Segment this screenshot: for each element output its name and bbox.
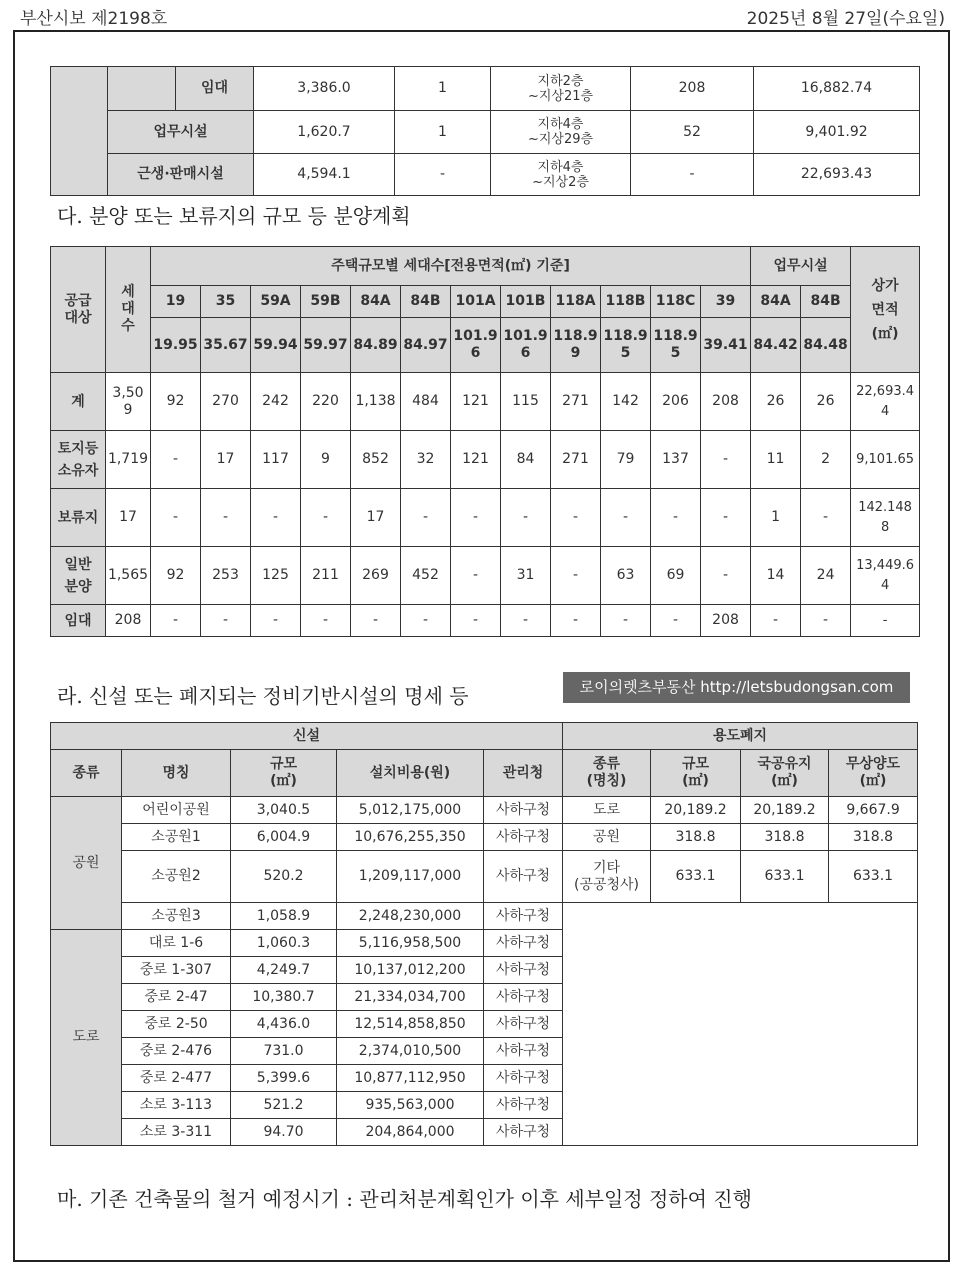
scale-cell: 4,436.0 [231,1011,337,1038]
shop-area-cell: - [851,605,920,637]
value-cell: 84 [501,431,551,489]
state-land-header: 국공유지 (㎡) [741,750,829,797]
value-cell: - [501,489,551,547]
unit-type-header: 101A [451,286,501,318]
value-cell: 1,138 [351,373,401,431]
value-cell: 270 [201,373,251,431]
state-land-cell: 318.8 [741,824,829,851]
facility-summary-table [50,66,920,196]
value-cell: 452 [401,547,451,605]
cost-cell: 10,137,012,200 [337,957,484,984]
table-row [51,750,918,797]
facility-name-cell: 소공원2 [122,851,231,903]
value-cell: 211 [301,547,351,605]
manager-cell: 사하구청 [484,1092,563,1119]
facility-name-cell: 소공원1 [122,824,231,851]
manager-cell: 사하구청 [484,1011,563,1038]
table-row [51,723,918,750]
table-row [51,286,920,318]
manager-header: 관리청 [484,750,563,797]
households-cell: 3,50 9 [106,373,151,431]
unit-area-header: 118.9 9 [551,318,601,373]
abolish-scale-header: 규모 (㎡) [651,750,741,797]
value-cell: 852 [351,431,401,489]
scale-cell: 731.0 [231,1038,337,1065]
households-header: 세 대 수 [106,247,151,373]
value-cell: 220 [301,373,351,431]
scale-header: 규모 (㎡) [231,750,337,797]
households-cell: 208 [106,605,151,637]
table-row [51,318,920,373]
households-cell: 17 [106,489,151,547]
area-cell: 1,620.7 [254,111,395,154]
watermark-banner: 로이의렛츠부동산 http://letsbudongsan.com [563,672,910,703]
infrastructure-table [50,722,918,1146]
value-cell: - [801,489,851,547]
value-cell: 125 [251,547,301,605]
abolish-type-cell: 도로 [563,797,651,824]
value-cell: - [551,605,601,637]
value-cell: 79 [601,431,651,489]
value-cell: - [151,431,201,489]
name-header: 명칭 [122,750,231,797]
value-cell: 206 [651,373,701,431]
abolish-scale-cell: 318.8 [651,824,741,851]
cost-cell: 5,116,958,500 [337,930,484,957]
unit-type-header: 35 [201,286,251,318]
row-label: 토지등 소유자 [51,431,106,489]
unit-type-header: 19 [151,286,201,318]
units-cell: - [631,154,754,196]
count-cell: 1 [395,67,491,111]
manager-cell: 사하구청 [484,1065,563,1092]
value-cell: - [451,489,501,547]
table-row [51,605,920,637]
table-row [51,67,920,111]
state-land-cell: 633.1 [741,851,829,903]
facility-type-cell: 도로 [51,930,122,1146]
abolish-type-header: 종류 (명칭) [563,750,651,797]
scale-cell: 94.70 [231,1119,337,1146]
value-cell: 242 [251,373,301,431]
header-right: 2025년 8월 27일(수요일) [746,9,945,29]
supply-target-header: 공급 대상 [51,247,106,373]
facility-name-cell: 대로 1-6 [122,930,231,957]
free-transfer-cell: 318.8 [829,824,918,851]
row-label: 보류지 [51,489,106,547]
unit-type-header: 84B [401,286,451,318]
table-row [51,373,920,431]
units-cell: 52 [631,111,754,154]
header-left: 부산시보 제2198호 [20,9,168,29]
value-cell: 14 [751,547,801,605]
total-area-cell: 22,693.43 [754,154,920,196]
facility-name-cell: 중로 2-476 [122,1038,231,1065]
abolish-scale-cell: 20,189.2 [651,797,741,824]
manager-cell: 사하구청 [484,1038,563,1065]
manager-cell: 사하구청 [484,851,563,903]
value-cell: 92 [151,373,201,431]
cost-cell: 10,877,112,950 [337,1065,484,1092]
value-cell: 142 [601,373,651,431]
value-cell: - [651,605,701,637]
value-cell: - [601,489,651,547]
unit-area-header: 19.95 [151,318,201,373]
type-header: 종류 [51,750,122,797]
value-cell: 24 [801,547,851,605]
value-cell: - [701,431,751,489]
facility-name-cell: 중로 2-50 [122,1011,231,1038]
floors-cell: 지하4층 ~지상2층 [491,154,631,196]
value-cell: - [251,489,301,547]
manager-cell: 사하구청 [484,1119,563,1146]
value-cell: 269 [351,547,401,605]
value-cell: - [701,489,751,547]
value-cell: 115 [501,373,551,431]
count-cell: 1 [395,111,491,154]
unit-type-header: 101B [501,286,551,318]
row-label: 업무시설 [108,111,254,154]
cost-cell: 204,864,000 [337,1119,484,1146]
value-cell: 121 [451,373,501,431]
abolish-type-cell: 공원 [563,824,651,851]
unit-type-header: 118C [651,286,701,318]
unit-area-header: 84.42 [751,318,801,373]
manager-cell: 사하구청 [484,957,563,984]
shop-area-cell: 22,693.4 4 [851,373,920,431]
shop-area-cell: 9,101.65 [851,431,920,489]
cost-cell: 1,209,117,000 [337,851,484,903]
section-da-heading: 다. 분양 또는 보류지의 규모 등 분양계획 [57,204,411,228]
value-cell: - [201,605,251,637]
table-row [51,431,920,489]
unit-type-header: 118A [551,286,601,318]
table-row [51,903,918,930]
sale-plan-table [50,246,920,637]
unit-area-header: 101.9 6 [501,318,551,373]
unit-type-header: 39 [701,286,751,318]
abolish-header: 용도폐지 [563,723,918,750]
row-label: 임대 [51,605,106,637]
value-cell: - [451,605,501,637]
value-cell: - [651,489,701,547]
value-cell: - [301,605,351,637]
free-transfer-header: 무상양도 (㎡) [829,750,918,797]
value-cell: - [201,489,251,547]
value-cell: - [701,547,751,605]
value-cell: 253 [201,547,251,605]
scale-cell: 10,380.7 [231,984,337,1011]
row-label: 일반 분양 [51,547,106,605]
value-cell: - [451,547,501,605]
unit-type-header: 59A [251,286,301,318]
value-cell: - [251,605,301,637]
cost-header: 설치비용(원) [337,750,484,797]
facility-name-cell: 중로 2-47 [122,984,231,1011]
unit-area-header: 84.89 [351,318,401,373]
value-cell: 271 [551,431,601,489]
manager-cell: 사하구청 [484,984,563,1011]
facility-name-cell: 소로 3-311 [122,1119,231,1146]
value-cell: 26 [751,373,801,431]
value-cell: - [501,605,551,637]
table-row [51,154,920,196]
state-land-cell: 20,189.2 [741,797,829,824]
value-cell: 137 [651,431,701,489]
cost-cell: 10,676,255,350 [337,824,484,851]
unit-type-header: 84A [751,286,801,318]
scale-cell: 1,060.3 [231,930,337,957]
value-cell: - [551,547,601,605]
value-cell: - [551,489,601,547]
value-cell: 92 [151,547,201,605]
unit-area-header: 59.94 [251,318,301,373]
count-cell: - [395,154,491,196]
free-transfer-cell: 9,667.9 [829,797,918,824]
floors-cell: 지하4층 ~지상29층 [491,111,631,154]
row-label: 임대 [176,67,254,111]
manager-cell: 사하구청 [484,903,563,930]
scale-cell: 5,399.6 [231,1065,337,1092]
table-row [51,851,918,903]
value-cell: 26 [801,373,851,431]
shop-area-cell: 142.148 8 [851,489,920,547]
value-cell: 2 [801,431,851,489]
cost-cell: 2,248,230,000 [337,903,484,930]
value-cell: 9 [301,431,351,489]
office-header: 업무시설 [751,247,851,286]
manager-cell: 사하구청 [484,824,563,851]
value-cell: 208 [701,373,751,431]
shop-area-cell: 13,449.6 4 [851,547,920,605]
floors-cell: 지하2층 ~지상21층 [491,67,631,111]
area-cell: 3,386.0 [254,67,395,111]
area-cell: 4,594.1 [254,154,395,196]
value-cell: 11 [751,431,801,489]
table-row [51,824,918,851]
table-row [51,247,920,286]
scale-cell: 520.2 [231,851,337,903]
empty-cell [563,903,918,1146]
value-cell: - [601,605,651,637]
value-cell: - [151,605,201,637]
facility-type-cell: 공원 [51,797,122,930]
value-cell: - [751,605,801,637]
households-cell: 1,719 [106,431,151,489]
cost-cell: 12,514,858,850 [337,1011,484,1038]
cost-cell: 21,334,034,700 [337,984,484,1011]
scale-cell: 1,058.9 [231,903,337,930]
new-header: 신설 [51,723,563,750]
free-transfer-cell: 633.1 [829,851,918,903]
value-cell: - [301,489,351,547]
subcategory-cell [108,67,176,111]
value-cell: 17 [201,431,251,489]
abolish-scale-cell: 633.1 [651,851,741,903]
value-cell: 271 [551,373,601,431]
unit-area-header: 59.97 [301,318,351,373]
value-cell: 117 [251,431,301,489]
table-row [51,547,920,605]
unit-area-header: 35.67 [201,318,251,373]
unit-area-header: 39.41 [701,318,751,373]
cost-cell: 2,374,010,500 [337,1038,484,1065]
facility-name-cell: 어린이공원 [122,797,231,824]
cost-cell: 5,012,175,000 [337,797,484,824]
households-cell: 1,565 [106,547,151,605]
scale-cell: 521.2 [231,1092,337,1119]
unit-area-header: 101.9 6 [451,318,501,373]
unit-type-header: 118B [601,286,651,318]
manager-cell: 사하구청 [484,797,563,824]
total-area-cell: 16,882.74 [754,67,920,111]
scale-cell: 4,249.7 [231,957,337,984]
unit-area-header: 118.9 5 [601,318,651,373]
value-cell: - [801,605,851,637]
value-cell: - [151,489,201,547]
value-cell: 17 [351,489,401,547]
value-cell: 32 [401,431,451,489]
unit-area-header: 84.97 [401,318,451,373]
unit-type-header: 84A [351,286,401,318]
unit-type-header: 84B [801,286,851,318]
value-cell: 1 [751,489,801,547]
table-row [51,111,920,154]
facility-name-cell: 소로 3-113 [122,1092,231,1119]
table-row [51,489,920,547]
row-label: 근생·판매시설 [108,154,254,196]
unit-type-header: 59B [301,286,351,318]
facility-name-cell: 중로 1-307 [122,957,231,984]
category-cell [51,67,108,196]
table-row [51,797,918,824]
facility-name-cell: 중로 2-477 [122,1065,231,1092]
unit-area-header: 118.9 5 [651,318,701,373]
value-cell: 121 [451,431,501,489]
row-label: 계 [51,373,106,431]
total-area-cell: 9,401.92 [754,111,920,154]
cost-cell: 935,563,000 [337,1092,484,1119]
scale-cell: 6,004.9 [231,824,337,851]
value-cell: - [401,489,451,547]
housing-size-header: 주택규모별 세대수[전용면적(㎡) 기준] [151,247,751,286]
facility-name-cell: 소공원3 [122,903,231,930]
value-cell: - [401,605,451,637]
value-cell: 63 [601,547,651,605]
value-cell: 208 [701,605,751,637]
section-ma-heading: 마. 기존 건축물의 철거 예정시기 : 관리처분계획인가 이후 세부일정 정하여 진행 [57,1187,752,1211]
unit-area-header: 84.48 [801,318,851,373]
shop-area-header: 상가 면적 (㎡) [851,247,920,373]
value-cell: 69 [651,547,701,605]
scale-cell: 3,040.5 [231,797,337,824]
abolish-type-cell: 기타 (공공청사) [563,851,651,903]
value-cell: 31 [501,547,551,605]
value-cell: 484 [401,373,451,431]
units-cell: 208 [631,67,754,111]
section-ra-heading: 라. 신설 또는 폐지되는 정비기반시설의 명세 등 [57,684,469,708]
value-cell: - [351,605,401,637]
manager-cell: 사하구청 [484,930,563,957]
